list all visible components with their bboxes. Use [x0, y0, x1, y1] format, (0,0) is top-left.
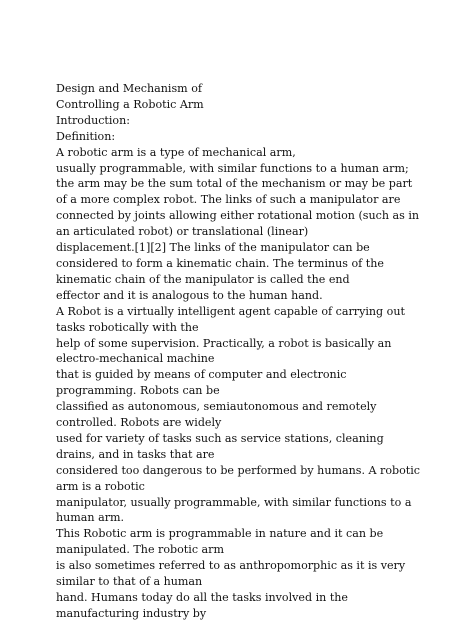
document-body	[56, 81, 446, 622]
body-text-line: usually programmable, with similar functions to a human arm;	[56, 161, 409, 175]
body-text-line: that is guided by means of computer and electronic	[56, 368, 347, 382]
body-text-line: similar to that of a human	[56, 575, 203, 589]
section-heading-definition: Definition:	[56, 129, 116, 143]
body-text-line: programming. Robots can be	[56, 384, 220, 398]
document-title-line-2: Controlling a Robotic Arm	[56, 97, 204, 111]
body-text-line: manipulator, usually programmable, with similar functions to a	[56, 495, 412, 509]
body-text-line: of a more complex robot. The links of such a manipulator are	[56, 193, 401, 207]
body-text-line: considered to form a kinematic chain. The terminus of the	[56, 256, 384, 270]
document-title-line-1: Design and Mechanism of	[56, 82, 202, 95]
body-text-line: tasks robotically with the	[56, 320, 199, 334]
body-text-line: connected by joints allowing either rotational motion (such as in	[56, 209, 420, 223]
body-text-line: classified as autonomous, semiautonomous and remotely	[56, 400, 377, 414]
body-text-line: electro-mechanical machine	[56, 352, 215, 366]
body-text-line: drains, and in tasks that are	[56, 447, 215, 461]
body-text-line: controlled. Robots are widely	[56, 416, 222, 430]
body-text-line: human arm.	[56, 511, 125, 525]
body-text-line: hand. Humans today do all the tasks involved in the	[56, 591, 349, 604]
body-text-line: manufacturing industry by	[56, 606, 207, 620]
body-text-line: an articulated robot) or translational (linear)	[56, 225, 309, 239]
body-text-line: displacement.[1][2] The links of the manipulator can be	[56, 241, 370, 255]
body-text-line: A Robot is a virtually intelligent agent capable of carrying out	[56, 304, 405, 318]
body-text-line: This Robotic arm is programmable in nature and it can be	[56, 527, 384, 541]
body-text-line: effector and it is analogous to the human hand.	[56, 288, 323, 302]
body-text-line: is also sometimes referred to as anthropomorphic as it is very	[56, 559, 406, 573]
body-text-line: kinematic chain of the manipulator is called the end	[56, 272, 350, 286]
body-text-line: used for variety of tasks such as service stations, cleaning	[56, 431, 384, 445]
body-text-line: help of some supervision. Practically, a robot is basically an	[56, 336, 392, 350]
section-heading-introduction: Introduction:	[56, 113, 130, 127]
body-text-line: manipulated. The robotic arm	[56, 543, 224, 557]
body-text-line: arm is a robotic	[56, 479, 145, 493]
body-text-line: A robotic arm is a type of mechanical arm,	[56, 145, 296, 159]
body-text-line: considered too dangerous to be performed by humans. A robotic	[56, 463, 421, 477]
body-text-line: the arm may be the sum total of the mechanism or may be part	[56, 177, 413, 191]
